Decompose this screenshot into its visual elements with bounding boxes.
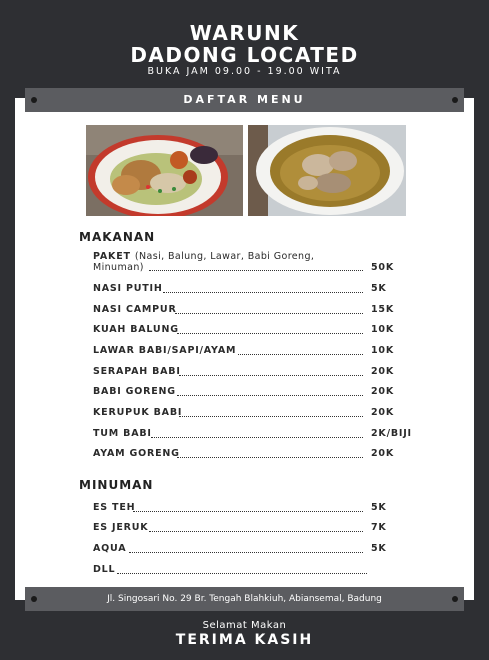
menu-item-price: 2K/BIJI <box>371 428 412 439</box>
menu-item-row <box>93 366 413 378</box>
dot-leader <box>129 552 363 553</box>
address-banner <box>25 587 464 611</box>
section-title-makanan: MAKANAN <box>79 230 156 244</box>
menu-item-price: 5K <box>371 502 387 513</box>
menu-item-row <box>93 543 413 555</box>
dot-leader <box>151 437 363 438</box>
menu-item-name: LAWAR BABI/SAPI/AYAM <box>93 345 237 356</box>
menu-title-banner <box>25 88 464 112</box>
paket-desc-line2: Minuman) <box>93 262 144 273</box>
menu-item-name: NASI PUTIH <box>93 283 163 294</box>
restaurant-name-line2: DADONG LOCATED <box>130 43 359 67</box>
menu-item-name: DLL <box>93 564 116 575</box>
menu-item-price: 5K <box>371 283 387 294</box>
menu-item-row <box>93 428 413 440</box>
menu-item-name: KERUPUK BABI <box>93 407 183 418</box>
menu-item-price: 20K <box>371 407 394 418</box>
banner-pin-left <box>31 97 37 103</box>
menu-item-row <box>93 324 413 336</box>
dot-leader <box>179 416 363 417</box>
footer-thanks: TERIMA KASIH <box>175 632 314 648</box>
food-photo-bowl <box>248 125 406 216</box>
menu-item-price: 10K <box>371 345 394 356</box>
banner-pin-right <box>452 97 458 103</box>
menu-item-price: 7K <box>371 522 387 533</box>
dot-leader <box>177 395 363 396</box>
menu-item-row <box>93 522 413 534</box>
footer-greeting: Selamat Makan <box>202 620 287 631</box>
menu-item-name: ES TEH <box>93 502 136 513</box>
menu-item-row <box>93 564 413 576</box>
dot-leader <box>179 375 363 376</box>
menu-item-name: TUM BABI <box>93 428 152 439</box>
menu-item-row <box>93 407 413 419</box>
menu-item-price: 20K <box>371 366 394 377</box>
menu-item-name: ES JERUK <box>93 522 149 533</box>
soup-bowl-image <box>248 125 406 216</box>
dot-leader <box>238 354 363 355</box>
menu-item-row <box>93 448 413 460</box>
paket-price: 50K <box>371 262 394 273</box>
paket-desc-line1: (Nasi, Balung, Lawar, Babi Goreng, <box>134 251 315 262</box>
menu-item-row <box>93 345 413 357</box>
menu-item-paket <box>93 251 413 273</box>
menu-item-name: AYAM GORENG <box>93 448 180 459</box>
menu-item-price: 20K <box>371 448 394 459</box>
dot-leader <box>149 270 363 271</box>
dot-leader <box>177 333 363 334</box>
menu-item-row <box>93 502 413 514</box>
menu-item-price: 10K <box>371 324 394 335</box>
dot-leader <box>175 313 363 314</box>
menu-item-name: BABI GORENG <box>93 386 176 397</box>
food-photo-plate <box>86 125 243 216</box>
menu-item-name: NASI CAMPUR <box>93 304 177 315</box>
food-plate-image <box>86 125 243 216</box>
section-title-minuman: MINUMAN <box>79 478 154 492</box>
banner-pin-left <box>31 596 37 602</box>
dot-leader <box>163 292 363 293</box>
dot-leader <box>133 511 363 512</box>
dot-leader <box>149 531 363 532</box>
menu-item-row <box>93 304 413 316</box>
menu-item-name: SERAPAH BABI <box>93 366 181 377</box>
menu-item-name: AQUA <box>93 543 127 554</box>
dot-leader <box>177 457 363 458</box>
menu-item-row <box>93 386 413 398</box>
dot-leader <box>117 573 367 574</box>
banner-pin-right <box>452 596 458 602</box>
menu-item-price: 20K <box>371 386 394 397</box>
menu-item-price: 15K <box>371 304 394 315</box>
opening-hours: BUKA JAM 09.00 - 19.00 WITA <box>147 66 342 77</box>
menu-item-name: KUAH BALUNG <box>93 324 179 335</box>
menu-title: DAFTAR MENU <box>183 93 306 106</box>
menu-item-row <box>93 283 413 295</box>
address-text: Jl. Singosari No. 29 Br. Tengah Blahkiuh, Abiansemal, Badung <box>107 594 382 604</box>
restaurant-name-line1: WARUNK <box>189 21 300 45</box>
paket-name: PAKET <box>93 251 131 262</box>
menu-item-price: 5K <box>371 543 387 554</box>
restaurant-name <box>0 22 489 66</box>
